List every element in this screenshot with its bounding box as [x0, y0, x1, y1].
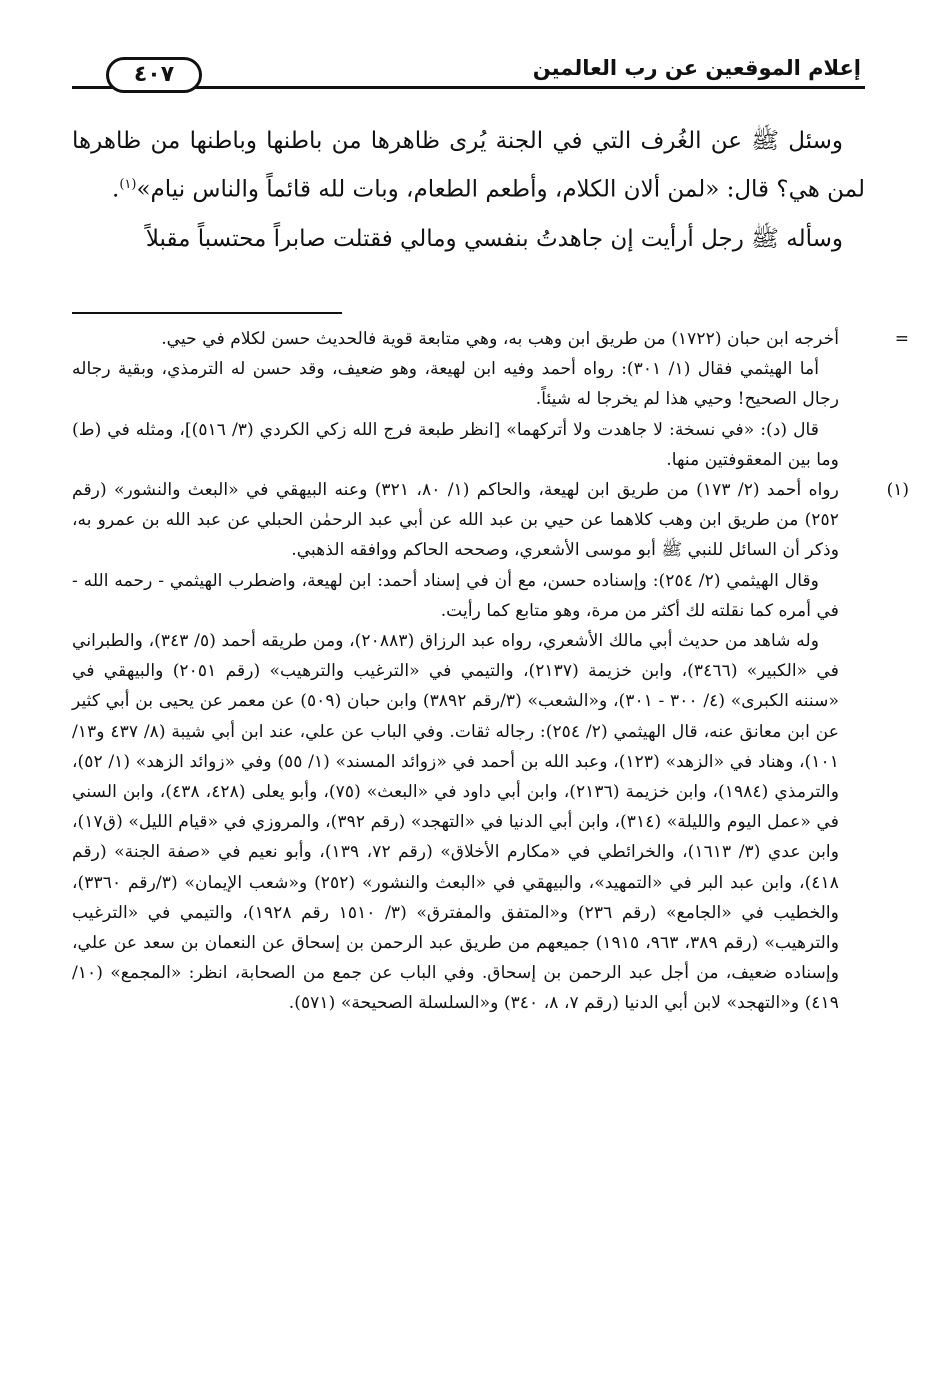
- main-paragraph: وسأله ﷺ رجل أرأيت إن جاهدتُ بنفسي ومالي فقتلت صابراً محتسباً مقبلاً: [145, 225, 843, 252]
- footnotes: [72, 324, 909, 1019]
- footnote-separator: [72, 312, 342, 314]
- continuation-marker: =: [894, 329, 909, 349]
- footnote-paragraph: قال (د): «في نسخة: لا جاهدت ولا أتركهما» [انظر طبعة فرج الله زكي الكردي (٣/ ٥١٦)]، ومثله في (ط) وما بين المعقوفتين منها.: [72, 419, 839, 470]
- footnote-number: (١): [886, 480, 909, 501]
- main-paragraph: وسئل ﷺ عن الغُرف التي في الجنة يُرى ظاهرها من باطنها وباطنها من ظاهرها لمن هي؟ قال: «لمن ألان الكلام، وأطعم الطعام، وبات لله قائماً والناس نيام»$^{(١)}$.: [72, 128, 865, 203]
- footnote-paragraph: وقال الهيثمي (٢/ ٢٥٤): وإسناده حسن، مع أن في إسناد أحمد: ابن لهيعة، واضطرب الهيثمي - رحمه الله - في أمره كما نقلته لك أكثر من مرة، وهو متابع كما رأيت.: [72, 570, 839, 621]
- footnote-paragraph: وله شاهد من حديث أبي مالك الأشعري، رواه عبد الرزاق (٢٠٨٨٣)، ومن طريقه أحمد (٥/ ٣٤٣)، والطبراني في «الكبير» (٣٤٦٦)، وابن خزيمة (٢١٣٧)، والتيمي في «الترغيب والترهيب» (رقم ٢٠٥١) والبيهقي في «سننه الكبرى» (٤/ ٣٠٠ - ٣٠١)، و«الشعب» (٣/رقم ٣٨٩٢) وابن حبان (٥٠٩) عن معمر عن يحيى بن أبي كثير عن ابن معانق عنه، قال الهيثمي (٢/ ٢٥٤): رجاله ثقات. وفي الباب عن علي، عند ابن أبي شيبة (٨/ ٤٣٧ و١٣/ ١٠١)، وهناد في «الزهد» (١٢٣)، وعبد الله بن أحمد في «زوائد المسند» (١/ ٥٥) وفي «زوائد الزهد» (١/ ٥٢)، والترمذي (١٩٨٤)، وابن خزيمة (٢١٣٦)، وابن أبي داود في «البعث» (٧٥)، وأبو يعلى (٤٢٨، ٤٣٨)، وابن السني في «عمل اليوم والليلة» (٣١٤)، وابن أبي الدنيا في «التهجد» (رقم ٣٩٢)، والمروزي في «قيام الليل» (ق١٧)، وابن عدي (٣/ ١٦١٣)، والخرائطي في «مكارم الأخلاق» (رقم ٧٢، ١٣٩)، وأبو نعيم في «صفة الجنة» (رقم ٤١٨)، وابن عبد البر في «التمهيد»، والبيهقي في «البعث والنشور» (٢٥٢) و«شعب الإيمان» (٣/رقم ٣٣٦٠)، والخطيب في «الجامع» (رقم ٢٣٦) و«المتفق والمفترق» (٣/ ١٥١٠ رقم ١٩٢٨)، والتيمي في «الترغيب والترهيب» (رقم ٣٨٩، ٩٦٣، ١٩١٥) جميعهم من طريق عبد الرحمن بن إسحاق عن النعمان بن سعد عن علي، وإسناده ضعيف، من أجل عبد الرحمن بن إسحاق. وفي الباب عن جمع من الصحابة، انظر: «المجمع» (١٠/ ٤١٩) و«التهجد» لابن أبي الدنيا (رقم ٧، ٨، ٣٤٠) و«السلسلة الصحيحة» (٥٧١).: [72, 631, 840, 1014]
- page-number: ٤٠٧: [106, 57, 202, 93]
- running-title: إعلام الموقعين عن رب العالمين: [532, 56, 861, 80]
- footnote-paragraph: (١) رواه أحمد (٢/ ١٧٣) من طريق ابن لهيعة، والحاكم (١/ ٨٠، ٣٢١) وعنه البيهقي في «البعث والنشور» (رقم ٢٥٢) من طريق ابن وهب كلاهما عن حيي بن عبد الله عن أبي عبد الرحمٰن الحبلي عن عبد الله بن عمرو به، وذكر أن السائل للنبي ﷺ أبو موسى الأشعري، وصححه الحاكم ووافقه الذهبي.: [72, 475, 865, 566]
- main-text: [72, 120, 865, 267]
- page-header: [72, 48, 865, 94]
- footnote-ref: (١): [119, 177, 137, 192]
- footnote-paragraph: أما الهيثمي فقال (١/ ٣٠١): رواه أحمد وفيه ابن لهيعة، وهو ضعيف، وقد حسن له الترمذي، وبقية رجاله رجال الصحيح! وحيي هذا لم يخرجا له شيئاً.: [72, 359, 839, 410]
- footnote-paragraph: = أخرجه ابن حبان (١٧٢٢) من طريق ابن وهب به، وهي متابعة قوية فالحديث حسن لكلام في حيي.: [72, 324, 865, 354]
